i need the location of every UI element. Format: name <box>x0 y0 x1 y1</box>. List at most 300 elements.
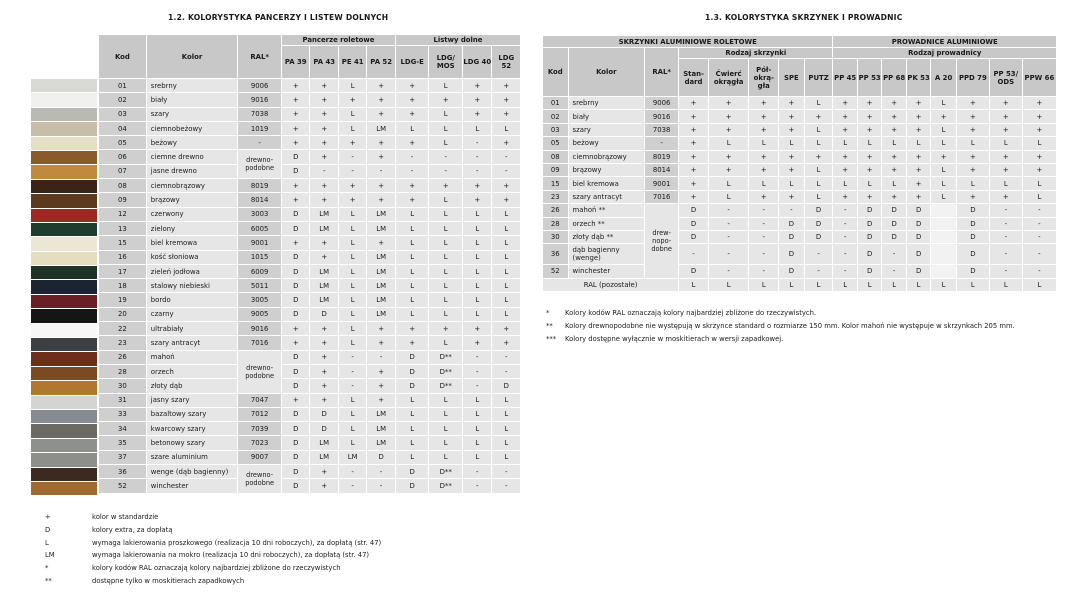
row-value: - <box>882 244 906 265</box>
color-swatch <box>31 223 97 237</box>
table-row <box>99 450 521 464</box>
row-value: + <box>310 250 338 264</box>
row-value: L <box>956 137 989 150</box>
row-value: D <box>906 204 930 217</box>
row-value: L <box>804 177 833 190</box>
row-value: L <box>429 450 463 464</box>
row-ral-merged: drewno-podobne <box>238 150 282 179</box>
row-value: + <box>906 150 930 163</box>
row-value: - <box>338 479 366 493</box>
note-line <box>546 307 1015 320</box>
row-value: + <box>338 193 366 207</box>
table-row <box>99 322 521 336</box>
row-kod: 37 <box>99 450 147 464</box>
row-value: - <box>492 465 521 479</box>
row-value: D <box>282 436 310 450</box>
legend-text: kolory extra, za dopłatą <box>92 525 173 534</box>
row-value: D <box>282 250 310 264</box>
row-kolor: zieleń jodłowa <box>146 264 238 278</box>
row-value: LM <box>367 250 396 264</box>
row-value: L <box>804 123 833 136</box>
row-value: + <box>931 150 957 163</box>
table-row <box>99 436 521 450</box>
row-value: LM <box>310 279 338 293</box>
row-value: + <box>492 336 521 350</box>
row-value: L <box>338 107 366 121</box>
row-value: + <box>906 163 930 176</box>
row-value: - <box>708 217 748 230</box>
row-value: D <box>282 479 310 493</box>
legend-key: LM <box>45 551 55 560</box>
row-value: L <box>338 264 366 278</box>
row-value: - <box>395 164 429 178</box>
row-kolor: mahoń ** <box>568 204 645 217</box>
header-col-6: PP 53 <box>857 59 881 97</box>
row-value: + <box>492 93 521 107</box>
row-value: D <box>882 204 906 217</box>
row-value: L <box>338 221 366 235</box>
row-ral: 3005 <box>238 293 282 307</box>
row-value: L <box>395 221 429 235</box>
header-col-6: LDG 40 <box>463 46 492 79</box>
row-value: L <box>429 307 463 321</box>
row-value: L <box>463 407 492 421</box>
row-value: - <box>367 164 396 178</box>
row-value: L <box>492 221 521 235</box>
row-value: L <box>492 407 521 421</box>
row-kolor: orzech ** <box>568 217 645 230</box>
row-value: L <box>463 236 492 250</box>
row-kod: 28 <box>99 364 147 378</box>
row-value: + <box>282 236 310 250</box>
row-value: D <box>906 230 930 243</box>
header-ral: RAL* <box>645 48 679 97</box>
color-swatch <box>31 252 97 266</box>
row-value: L <box>492 236 521 250</box>
row-value: + <box>989 97 1022 110</box>
row-value: + <box>679 110 709 123</box>
row-value: + <box>463 193 492 207</box>
legend-key: ** <box>45 576 52 585</box>
row-value: + <box>492 107 521 121</box>
row-kod: 31 <box>99 393 147 407</box>
row-value: - <box>338 150 366 164</box>
row-value: L <box>989 278 1022 291</box>
row-value: D <box>679 265 709 278</box>
row-ral: 1019 <box>238 121 282 135</box>
row-value: - <box>310 164 338 178</box>
row-value: LM <box>367 407 396 421</box>
row-kod: 08 <box>543 150 569 163</box>
row-kolor: jasny szary <box>146 393 238 407</box>
row-value: + <box>282 179 310 193</box>
row-value: - <box>989 265 1022 278</box>
row-value: L <box>1022 190 1056 203</box>
row-value: + <box>989 163 1022 176</box>
row-kolor: szare aluminium <box>146 450 238 464</box>
color-swatch <box>31 439 97 453</box>
row-value: + <box>367 336 396 350</box>
row-value: + <box>367 193 396 207</box>
row-ral: 8019 <box>645 150 679 163</box>
row-value: L <box>429 221 463 235</box>
row-value: + <box>749 190 779 203</box>
row-kolor: ciemnobrązowy <box>568 150 645 163</box>
row-value: + <box>338 136 366 150</box>
row-value: L <box>338 279 366 293</box>
row-value: L <box>429 279 463 293</box>
row-value: L <box>463 293 492 307</box>
row-value: + <box>882 110 906 123</box>
table-row <box>99 422 521 436</box>
table-row <box>99 121 521 135</box>
row-value: L <box>804 163 833 176</box>
row-kod: 18 <box>99 279 147 293</box>
row-value <box>931 244 957 265</box>
row-value: L <box>395 207 429 221</box>
header-col-12: PPW 66 <box>1022 59 1056 97</box>
row-value: + <box>492 79 521 93</box>
row-value: L <box>931 177 957 190</box>
row-value: L <box>395 250 429 264</box>
row-value: - <box>804 244 833 265</box>
row-ral: 5011 <box>238 279 282 293</box>
legend-line <box>45 524 381 537</box>
row-value: L <box>338 293 366 307</box>
row-value: + <box>367 322 396 336</box>
table-row <box>99 293 521 307</box>
row-kolor: winchester <box>568 265 645 278</box>
note-key: *** <box>546 334 557 343</box>
color-swatch <box>31 280 97 294</box>
row-kod: 07 <box>99 164 147 178</box>
row-value: + <box>679 150 709 163</box>
row-value: + <box>857 110 881 123</box>
table-row <box>99 150 521 164</box>
row-value: + <box>679 123 709 136</box>
row-value: - <box>1022 244 1056 265</box>
color-swatch-column <box>31 79 97 496</box>
row-ral: 7016 <box>238 336 282 350</box>
row-ral: 7038 <box>645 123 679 136</box>
row-value: L <box>395 422 429 436</box>
row-kod: 13 <box>99 221 147 235</box>
row-value: D** <box>429 350 463 364</box>
row-value: L <box>395 264 429 278</box>
row-value: + <box>310 93 338 107</box>
row-value: L <box>463 279 492 293</box>
row-value: + <box>367 236 396 250</box>
table-row <box>99 479 521 493</box>
legend-line <box>45 575 381 588</box>
row-value: - <box>989 230 1022 243</box>
row-kolor: biel kremowa <box>568 177 645 190</box>
table-row <box>543 217 1057 230</box>
row-value: - <box>492 150 521 164</box>
row-value: L <box>857 137 881 150</box>
row-ral: 9006 <box>645 97 679 110</box>
row-ral-merged: drewno-podobne <box>238 350 282 393</box>
row-value: L <box>395 293 429 307</box>
row-kod: 26 <box>543 204 569 217</box>
row-value: L <box>395 436 429 450</box>
row-value: + <box>310 179 338 193</box>
row-value: - <box>833 217 857 230</box>
table-row <box>99 364 521 378</box>
row-value: LM <box>367 121 396 135</box>
row-value: + <box>956 123 989 136</box>
row-value: L <box>429 79 463 93</box>
legend-key: D <box>45 525 51 534</box>
row-value: + <box>310 136 338 150</box>
row-value: + <box>282 393 310 407</box>
row-value: + <box>395 136 429 150</box>
row-value: + <box>931 110 957 123</box>
table-row <box>99 250 521 264</box>
color-swatch <box>31 482 97 496</box>
row-ral: 9016 <box>238 93 282 107</box>
row-value: + <box>282 121 310 135</box>
row-kolor: ultrabiały <box>146 322 238 336</box>
row-kolor: bordo <box>146 293 238 307</box>
row-value: + <box>708 163 748 176</box>
row-value: L <box>338 250 366 264</box>
row-value: L <box>708 190 748 203</box>
table-row <box>99 79 521 93</box>
legend-text: dostępne tylko w moskitierach zapadkowych <box>92 576 245 585</box>
row-ral: 9006 <box>238 79 282 93</box>
row-value: + <box>338 179 366 193</box>
row-value: + <box>463 179 492 193</box>
row-value <box>931 265 957 278</box>
row-kolor: biel kremowa <box>146 236 238 250</box>
legend-text: kolor w standardzie <box>92 513 159 521</box>
row-value: - <box>679 244 709 265</box>
row-value: D <box>395 364 429 378</box>
row-value: L <box>1022 278 1056 291</box>
row-value: + <box>367 107 396 121</box>
row-value: + <box>882 150 906 163</box>
row-value: + <box>989 190 1022 203</box>
row-value: - <box>367 350 396 364</box>
row-value: - <box>492 364 521 378</box>
row-value: D <box>282 150 310 164</box>
row-ral: 6005 <box>238 221 282 235</box>
row-ral: 8014 <box>238 193 282 207</box>
row-kod: 08 <box>99 179 147 193</box>
table-row <box>543 204 1057 217</box>
header-col-0: Stan-dard <box>679 59 709 97</box>
header-col-5: LDG/ MOS <box>429 46 463 79</box>
color-swatch <box>31 410 97 424</box>
row-value: + <box>282 107 310 121</box>
row-value: L <box>429 250 463 264</box>
row-kod: 15 <box>543 177 569 190</box>
header-kolor: Kolor <box>568 48 645 97</box>
row-value: - <box>708 244 748 265</box>
row-kod: 12 <box>99 207 147 221</box>
row-value: L <box>833 278 857 291</box>
row-value: + <box>779 110 805 123</box>
row-value: D <box>282 221 310 235</box>
row-value: + <box>779 190 805 203</box>
row-kolor: ciemne drewno <box>146 150 238 164</box>
color-swatch <box>31 352 97 366</box>
row-ral: 7012 <box>238 407 282 421</box>
row-value: LM <box>310 221 338 235</box>
header-col-11: PP 53/ ODS <box>989 59 1022 97</box>
row-value: L <box>395 393 429 407</box>
row-value: + <box>1022 123 1056 136</box>
row-value: - <box>367 479 396 493</box>
row-value: - <box>708 265 748 278</box>
row-kolor: kwarcowy szary <box>146 422 238 436</box>
row-kolor: stalowy niebieski <box>146 279 238 293</box>
row-value: L <box>882 177 906 190</box>
row-value: L <box>338 407 366 421</box>
row-value: + <box>833 97 857 110</box>
row-kolor: biały <box>568 110 645 123</box>
row-value: L <box>395 407 429 421</box>
row-value: L <box>1022 177 1056 190</box>
row-value: - <box>1022 265 1056 278</box>
color-swatch <box>31 266 97 280</box>
row-value <box>931 217 957 230</box>
row-value: + <box>906 123 930 136</box>
row-value: + <box>956 150 989 163</box>
row-value: L <box>492 207 521 221</box>
row-value: - <box>429 150 463 164</box>
row-value: + <box>833 123 857 136</box>
row-value: L <box>338 121 366 135</box>
table-row <box>543 177 1057 190</box>
row-value: D <box>857 204 881 217</box>
row-value: + <box>367 393 396 407</box>
row-kolor: złoty dąb <box>146 379 238 393</box>
row-value: L <box>338 393 366 407</box>
row-value: L <box>906 137 930 150</box>
row-value: + <box>857 123 881 136</box>
row-value: L <box>492 393 521 407</box>
row-value: D <box>282 465 310 479</box>
row-ral: 6009 <box>238 264 282 278</box>
table-row <box>99 379 521 393</box>
row-kolor: szary antracyt <box>568 190 645 203</box>
row-value: + <box>310 350 338 364</box>
row-ral: 9016 <box>645 110 679 123</box>
row-kod: 09 <box>543 163 569 176</box>
row-value: D <box>310 307 338 321</box>
table-row <box>99 465 521 479</box>
color-swatch <box>31 122 97 136</box>
row-value: + <box>310 336 338 350</box>
table-row <box>99 207 521 221</box>
row-value: L <box>956 177 989 190</box>
header-col-7: PP 68 <box>882 59 906 97</box>
row-value <box>931 230 957 243</box>
color-swatch <box>31 324 97 338</box>
row-value: - <box>367 465 396 479</box>
row-value: D <box>679 230 709 243</box>
row-kod: 34 <box>99 422 147 436</box>
row-value: D <box>282 164 310 178</box>
row-value: L <box>338 79 366 93</box>
row-value: D <box>679 204 709 217</box>
row-value: + <box>310 465 338 479</box>
row-value: + <box>463 93 492 107</box>
table-row <box>99 136 521 150</box>
color-swatch <box>31 151 97 165</box>
row-kod: 52 <box>543 265 569 278</box>
table-row <box>99 179 521 193</box>
table-row <box>99 164 521 178</box>
row-value: L <box>463 422 492 436</box>
row-value: D <box>956 230 989 243</box>
row-value: D <box>906 217 930 230</box>
row-kod: 02 <box>99 93 147 107</box>
color-swatch <box>31 338 97 352</box>
table-row <box>99 336 521 350</box>
row-value: + <box>779 97 805 110</box>
row-value: + <box>956 97 989 110</box>
row-value <box>931 204 957 217</box>
row-kolor: jasne drewno <box>146 164 238 178</box>
row-value: L <box>463 450 492 464</box>
header-col-2: PE 41 <box>338 46 366 79</box>
header-prowadnice: PROWADNICE ALUMINIOWE <box>833 36 1057 48</box>
row-value: + <box>679 137 709 150</box>
row-value: L <box>492 436 521 450</box>
header-col-1: PA 43 <box>310 46 338 79</box>
row-value: + <box>882 123 906 136</box>
row-value: D <box>367 450 396 464</box>
table-row <box>543 123 1057 136</box>
row-kod: 22 <box>99 322 147 336</box>
row-value: - <box>463 465 492 479</box>
row-kolor: dąb bagienny (wenge) <box>568 244 645 265</box>
row-value: L <box>492 450 521 464</box>
row-value: - <box>708 204 748 217</box>
color-swatch <box>31 396 97 410</box>
row-value: D <box>310 422 338 436</box>
row-value: + <box>906 97 930 110</box>
row-ral: 8019 <box>238 179 282 193</box>
row-value: + <box>463 107 492 121</box>
row-ral: - <box>645 137 679 150</box>
row-value: L <box>429 107 463 121</box>
row-value: - <box>463 150 492 164</box>
row-value: LM <box>367 207 396 221</box>
row-value: L <box>492 121 521 135</box>
row-kolor: szary <box>568 123 645 136</box>
row-value: D <box>282 407 310 421</box>
row-kod: 01 <box>543 97 569 110</box>
header-kod: Kod <box>543 48 569 97</box>
header-pancerze: Pancerze roletowe <box>282 35 396 46</box>
header-listwy: Listwy dolne <box>395 35 520 46</box>
row-ral: 9007 <box>238 450 282 464</box>
row-value: + <box>882 163 906 176</box>
row-value: - <box>338 379 366 393</box>
row-value: L <box>989 137 1022 150</box>
table-row <box>543 137 1057 150</box>
row-value: L <box>429 422 463 436</box>
row-kolor: czarny <box>146 307 238 321</box>
row-kod: 05 <box>99 136 147 150</box>
row-value: - <box>338 465 366 479</box>
row-value: + <box>429 322 463 336</box>
row-kod: 28 <box>543 217 569 230</box>
